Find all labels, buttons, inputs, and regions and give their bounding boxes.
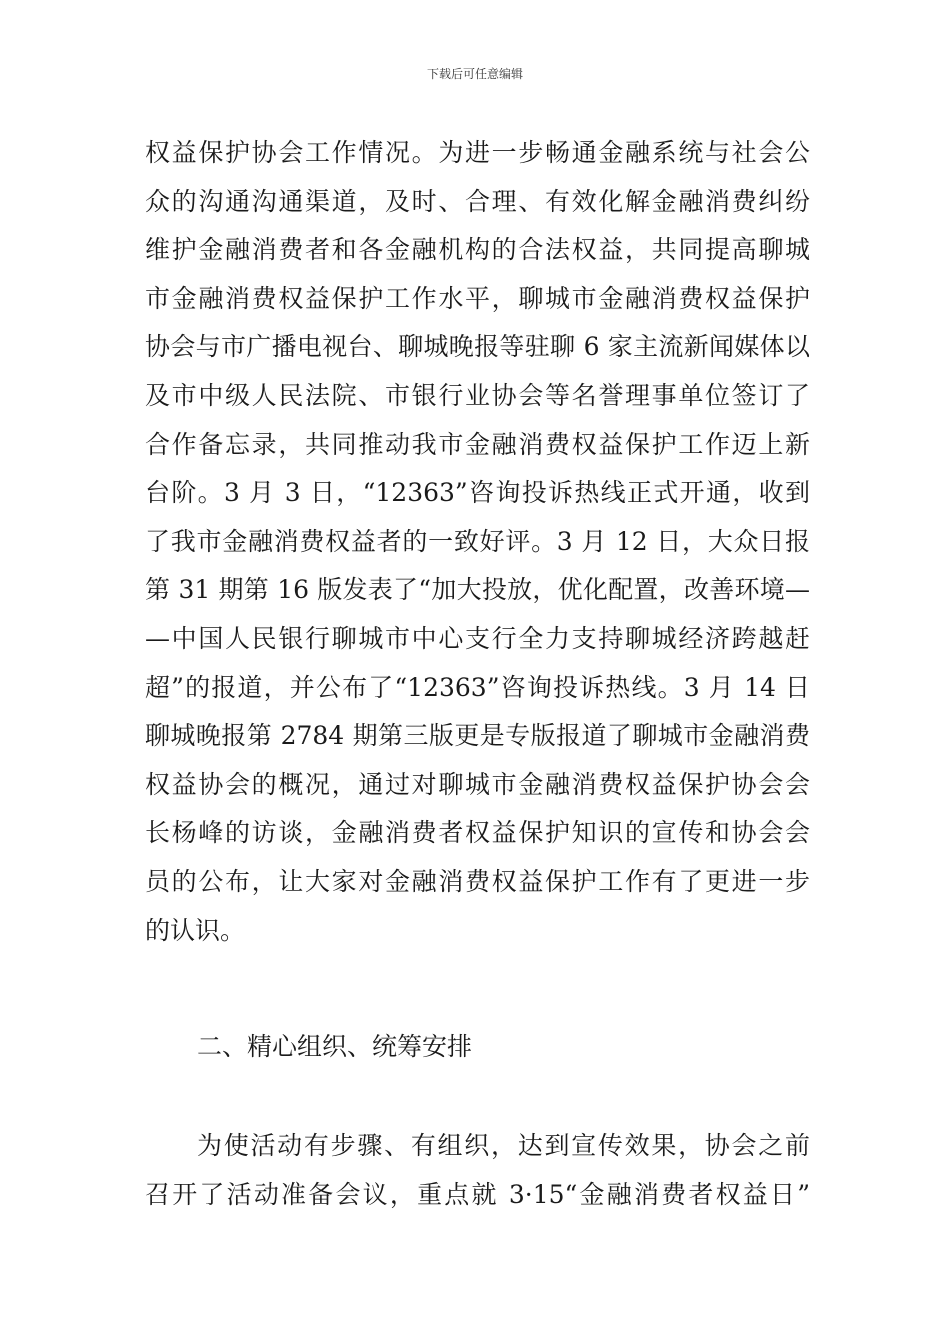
- text-line: 长杨峰的访谈，金融消费者权益保护知识的宣传和协会会: [145, 818, 810, 848]
- text-line: 超”的报道，并公布了“12363”咨询投诉热线。3 月 14 日: [145, 672, 810, 702]
- text-line: 维护金融消费者和各金融机构的合法权益，共同提高聊城: [145, 235, 810, 265]
- text-line: 为使活动有步骤、有组织，达到宣传效果，协会之前: [197, 1131, 810, 1160]
- text-line: 权益协会的概况，通过对聊城市金融消费权益保护协会会: [145, 769, 810, 799]
- text-line: 台阶。3 月 3 日，“12363”咨询投诉热线正式开通，收到: [145, 478, 810, 508]
- text-line: 了我市金融消费权益者的一致好评。3 月 12 日，大众日报: [145, 526, 810, 556]
- text-line: 第 31 期第 16 版发表了“加大投放，优化配置，改善环境—: [145, 575, 810, 605]
- text-line: 众的沟通沟通渠道，及时、合理、有效化解金融消费纠纷: [145, 186, 810, 216]
- text-line: 协会与市广播电视台、聊城晚报等驻聊 6 家主流新闻媒体以: [145, 332, 810, 362]
- text-line: —中国人民银行聊城市中心支行全力支持聊城经济跨越赶: [145, 623, 810, 653]
- page-header: 下载后可任意编辑: [426, 67, 523, 81]
- text-line: 及市中级人民法院、市银行业协会等名誉理事单位签订了: [145, 380, 810, 410]
- text-line: 召开了活动准备会议，重点就 3·15“金融消费者权益日”: [145, 1179, 810, 1209]
- text-line: 的认识。: [145, 915, 246, 945]
- text-line: 聊城晚报第 2784 期第三版更是专版报道了聊城市金融消费: [145, 721, 810, 751]
- text-line: 市金融消费权益保护工作水平，聊城市金融消费权益保护: [145, 283, 810, 313]
- section-heading: 二、精心组织、统筹安排: [197, 1032, 473, 1061]
- text-line: 权益保护协会工作情况。为进一步畅通金融系统与社会公: [145, 138, 810, 167]
- text-line: 合作备忘录，共同推动我市金融消费权益保护工作迈上新: [145, 429, 810, 459]
- body-paragraph: [145, 1122, 810, 1219]
- text-line: 员的公布，让大家对金融消费权益保护工作有了更进一步: [145, 866, 810, 896]
- body-paragraph: [145, 129, 810, 955]
